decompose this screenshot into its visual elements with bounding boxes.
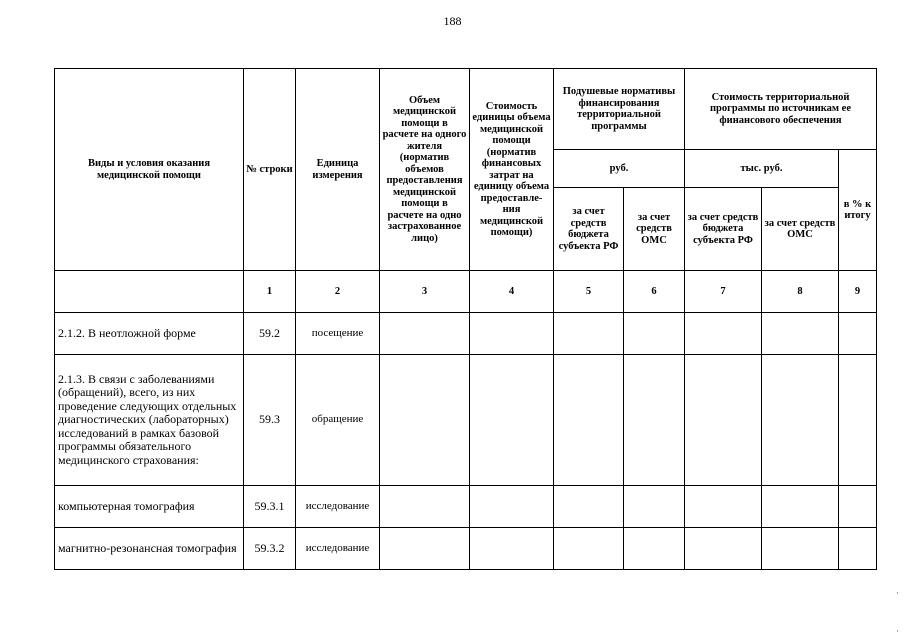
column-number-blank bbox=[55, 271, 244, 313]
header-oms-thousand: за счет средств ОМС bbox=[762, 188, 839, 271]
column-number: 5 bbox=[554, 271, 624, 313]
page-number: 188 bbox=[443, 14, 462, 28]
scan-mark: · bbox=[896, 626, 899, 636]
column-number: 4 bbox=[470, 271, 554, 313]
empty-cell bbox=[685, 313, 762, 355]
empty-cell bbox=[839, 528, 877, 570]
header-thousand-rub: тыс. руб. bbox=[685, 150, 839, 188]
header-types-of-care: Виды и условия оказания медицинской помощи bbox=[55, 69, 244, 271]
table-row bbox=[55, 313, 877, 355]
header-percent: в % к итогу bbox=[839, 150, 877, 271]
row-unit: посещение bbox=[296, 313, 380, 355]
header-oms-rub: за счет средств ОМС bbox=[624, 188, 685, 271]
empty-cell bbox=[554, 355, 624, 486]
empty-cell bbox=[624, 528, 685, 570]
column-number: 3 bbox=[380, 271, 470, 313]
empty-cell bbox=[380, 355, 470, 486]
empty-cell bbox=[470, 528, 554, 570]
row-name: компьютерная томография bbox=[55, 486, 244, 528]
table-row bbox=[55, 355, 877, 486]
column-number: 1 bbox=[244, 271, 296, 313]
header-unit: Единица измерения bbox=[296, 69, 380, 271]
empty-cell bbox=[685, 355, 762, 486]
row-unit: исследование bbox=[296, 486, 380, 528]
header-budget-thousand: за счет средств бюджета субъекта РФ bbox=[685, 188, 762, 271]
header-cost-by-source-group: Стоимость территориальной программы по источникам ее финансового обеспечения bbox=[685, 69, 877, 150]
empty-cell bbox=[624, 486, 685, 528]
row-code: 59.3 bbox=[244, 355, 296, 486]
empty-cell bbox=[554, 528, 624, 570]
empty-cell bbox=[685, 528, 762, 570]
row-code: 59.2 bbox=[244, 313, 296, 355]
empty-cell bbox=[554, 313, 624, 355]
row-unit: исследование bbox=[296, 528, 380, 570]
table-row bbox=[55, 528, 877, 570]
empty-cell bbox=[554, 486, 624, 528]
scan-mark: · bbox=[896, 588, 899, 598]
empty-cell bbox=[380, 313, 470, 355]
column-number: 6 bbox=[624, 271, 685, 313]
financing-table bbox=[54, 68, 877, 570]
row-name: магнитно-резонансная томография bbox=[55, 528, 244, 570]
empty-cell bbox=[762, 528, 839, 570]
empty-cell bbox=[762, 486, 839, 528]
header-row-number: № строки bbox=[244, 69, 296, 271]
empty-cell bbox=[380, 528, 470, 570]
row-unit: обращение bbox=[296, 355, 380, 486]
column-number: 9 bbox=[839, 271, 877, 313]
empty-cell bbox=[762, 313, 839, 355]
empty-cell bbox=[470, 313, 554, 355]
row-name: 2.1.3. В связи с заболеваниями (обращений), всего, из них проведение следующих отдельных диагностических (лабораторных) исследований в рамках базовой программы обязательного медицинского страхования: bbox=[55, 355, 244, 486]
header-unit-cost: Стоимость единицы объема медицинской помощи (норматив финансовых затрат на единицу объема предоставле-ния медицинской помощи) bbox=[470, 69, 554, 271]
row-name: 2.1.2. В неотложной форме bbox=[55, 313, 244, 355]
table-row bbox=[55, 486, 877, 528]
empty-cell bbox=[762, 355, 839, 486]
header-per-capita-group: Подушевые нормативы финансирования территориальной программы bbox=[554, 69, 685, 150]
empty-cell bbox=[470, 486, 554, 528]
column-number: 8 bbox=[762, 271, 839, 313]
header-volume: Объем медицинской помощи в расчете на одного жителя (норматив объемов предоставления медицинской помощи в расчете на одно застрахованное лицо) bbox=[380, 69, 470, 271]
header-rub: руб. bbox=[554, 150, 685, 188]
column-number: 7 bbox=[685, 271, 762, 313]
empty-cell bbox=[685, 486, 762, 528]
empty-cell bbox=[839, 313, 877, 355]
empty-cell bbox=[624, 313, 685, 355]
empty-cell bbox=[839, 355, 877, 486]
column-number: 2 bbox=[296, 271, 380, 313]
row-code: 59.3.1 bbox=[244, 486, 296, 528]
empty-cell bbox=[624, 355, 685, 486]
row-code: 59.3.2 bbox=[244, 528, 296, 570]
empty-cell bbox=[839, 486, 877, 528]
empty-cell bbox=[470, 355, 554, 486]
header-budget-rub: за счет средств бюджета субъекта РФ bbox=[554, 188, 624, 271]
empty-cell bbox=[380, 486, 470, 528]
